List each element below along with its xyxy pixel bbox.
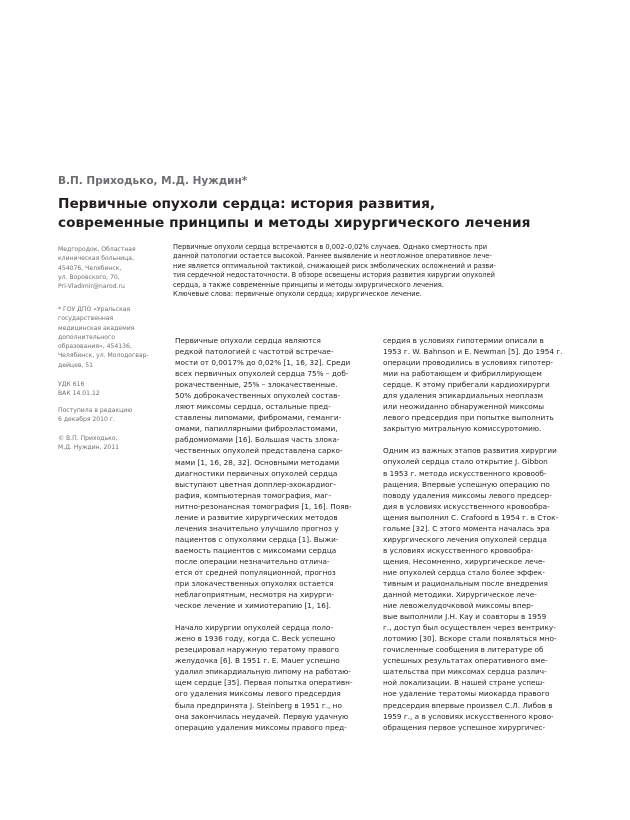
text-line: Челябинск, ул. Молодогвар- <box>58 352 149 360</box>
text-line: редкой патологией с частотой встречае- <box>175 347 334 357</box>
text-line: сердце. К этому прибегали кардиохирурги <box>383 380 550 390</box>
title-line: Первичные опухоли сердца: история развития, <box>58 196 436 212</box>
affiliation-2 <box>58 305 163 370</box>
text-line: данной патологии остается высокой. Раннее выявление и неотложное оперативное лече- <box>173 252 492 261</box>
text-line: Начало хирургии опухолей сердца поло- <box>175 623 333 633</box>
text-line: в условиях искусственного кровообра- <box>383 545 534 555</box>
text-line: 1953 г. W. Bahnson и E. Newman [5]. До 1954 г. <box>383 347 563 357</box>
text-line: желудочка [6]. В 1951 г. E. Mauer успешно <box>175 656 340 666</box>
text-line: всех первичных опухолей сердца 75% – доб- <box>175 369 349 379</box>
text-line: хирургического лечения опухолей сердца <box>383 534 547 544</box>
text-line: была предпринята J. Steinberg в 1951 г., но <box>175 700 342 710</box>
text-line: мами [1, 16, 28, 32]. Основными методами <box>175 457 340 467</box>
text-line: мости от 0,0017% до 0,02% [1, 16, 32]. Среди <box>175 358 351 368</box>
text-line: ной локализации. В нашей стране успеш- <box>383 678 545 688</box>
text-line: удалил эпикардиальную липому на работаю- <box>175 667 351 677</box>
text-line: М.Д. Нуждин, 2011 <box>58 444 120 452</box>
paragraph <box>383 335 563 434</box>
text-line: ние опухолей сердца стало более эффек- <box>383 567 545 577</box>
text-line: при злокачественных опухолях остается <box>175 579 334 589</box>
text-line: ляют миксомы сердца, остальные пред- <box>175 402 331 412</box>
text-line: поводу удаления миксомы левого предсер- <box>383 490 552 500</box>
text-line: лечения значительно улучшило прогноз у <box>175 523 339 533</box>
text-line: дополнительного <box>58 333 115 341</box>
text-line: Pri-Vladimir@narod.ru <box>58 283 125 291</box>
text-line: резецировал наружную тератому правого <box>175 645 340 655</box>
text-line: рабдомиомами [16]. Большая часть злока- <box>175 435 340 445</box>
text-line: ется от средней популяционной, прогноз <box>175 567 336 577</box>
text-line: образования», 454136, <box>58 343 132 351</box>
text-line: ние левожелудочковой миксомы впер- <box>383 601 534 611</box>
text-line: шательства при миксомах сердца различ- <box>383 667 547 677</box>
text-line: ого удаления миксомы левого предсердия <box>175 689 341 699</box>
article-title <box>58 195 578 233</box>
text-line: дейцев, 51 <box>58 361 94 369</box>
text-line: сердца, а также современные принципы и методы хирургического лечения. <box>173 280 444 289</box>
text-line: Первичные опухоли сердца являются <box>175 336 321 345</box>
text-line: щения. Несомненно, хирургическое лече- <box>383 556 546 566</box>
copyright <box>58 434 163 453</box>
text-line: она закончилась неудачей. Первую удачную <box>175 711 349 721</box>
text-line: государственная <box>58 315 114 323</box>
text-line: щем сердце [35]. Первая попытка оперативн- <box>175 678 353 688</box>
received-date <box>58 406 163 425</box>
text-line: омами, папиллярными фиброэластомами, <box>175 424 338 434</box>
text-line: ращения. Впервые успешную операцию по <box>383 479 550 489</box>
text-line: ние является оптимальной тактикой, снижающей риск эмболических осложнений и разви- <box>173 261 496 270</box>
text-line: закрытую митральную комиссуротомию. <box>383 424 542 434</box>
text-line: операции проводились в условиях гипотер- <box>383 358 554 368</box>
text-line: в 1953 г. метода искусственного кровооб- <box>383 468 547 478</box>
text-line: * ГОУ ДПО «Уральская <box>58 306 131 313</box>
text-line: © В.П. Приходько, <box>58 435 118 442</box>
text-line: гочисленные сообщения в литературе об <box>383 645 544 655</box>
text-line: рокачественные, 25% – злокачественные. <box>175 380 338 390</box>
text-line: Поступила в редакцию <box>58 407 133 414</box>
text-line: ваемость пациентов с миксомами сердца <box>175 545 337 555</box>
text-line: 50% доброкачественных опухолей состав- <box>175 391 341 401</box>
text-line: ул. Воровского, 70, <box>58 273 120 281</box>
text-line: 454076, Челябинск, <box>58 264 122 272</box>
text-line: Ключевые слова: первичные опухоли сердца; хирургическое лечение. <box>173 290 422 299</box>
text-line: пациентов с опухолями сердца [1]. Выжи- <box>175 534 339 544</box>
title-line: современные принципы и методы хирургического лечения <box>58 215 531 231</box>
text-line: медицинская академия <box>58 324 135 332</box>
text-line: или неожиданно обнаруженной миксомы <box>383 402 545 412</box>
text-line: выступают цветная допплер-эхокардиог- <box>175 479 337 489</box>
text-line: рафия, компьютерная томография, маг- <box>175 490 332 500</box>
text-line: тивным и рациональным после внедрения <box>383 578 548 588</box>
text-line: 1959 г., а в условиях искусственного крово- <box>383 711 554 721</box>
text-line: мии на работающем и фибриллирующем <box>383 369 542 379</box>
text-line: г., доступ был осуществлен через вентрику- <box>383 623 556 633</box>
text-line: предсердия впервые произвел С.Л. Либов в <box>383 700 553 710</box>
text-line: нитно-резонансная томография [1, 16]. Появ- <box>175 501 352 511</box>
text-line: гольме [32]. С этого момента началась эра <box>383 523 550 533</box>
text-line: тия сердечной недостаточности. В обзоре освещены история развития хирургии опухолей <box>173 271 495 280</box>
text-line: после операции незначительно отлича- <box>175 556 330 566</box>
authors: В.П. Приходько, М.Д. Нуждин* <box>58 175 248 187</box>
abstract <box>173 243 573 299</box>
paragraph <box>175 622 353 732</box>
text-line: ВАК 14.01.12 <box>58 390 100 398</box>
text-line: обращения первое успешное хирургичес- <box>383 722 546 732</box>
text-line: данной методики. Хирургическое лече- <box>383 590 537 600</box>
text-line: Медгородок, Областная <box>58 246 136 253</box>
text-line: ление и развитие хирургических методов <box>175 512 338 522</box>
text-line: Одним из важных этапов развития хирургии <box>383 446 557 456</box>
paragraph <box>175 335 353 611</box>
paragraph <box>383 445 563 732</box>
affiliation-1 <box>58 245 163 291</box>
text-line: опухолей сердца стало открытие J. Gibbon <box>383 457 548 467</box>
body-column-1 <box>175 335 353 733</box>
text-line: успешных результатах оперативного вме- <box>383 656 548 666</box>
text-line: операцию удаления миксомы правого пред- <box>175 722 347 732</box>
udk-codes <box>58 380 163 399</box>
text-line: диагностики первичных опухолей сердца <box>175 468 338 478</box>
body-column-2 <box>383 335 563 733</box>
text-line: ческое лечение и химиотерапию [1, 16]. <box>175 601 331 611</box>
text-line: для удаления эпикардиальных неоплазм <box>383 391 544 401</box>
text-line: ное удаление тератомы миокарда правого <box>383 689 550 699</box>
text-line: лотомию [30]. Вскоре стали появляться мно- <box>383 634 557 644</box>
text-line: УДК 616 <box>58 381 85 388</box>
text-line: левого предсердия при попытке выполнить <box>383 413 554 423</box>
text-line: ставлены липомами, фибромами, геманги- <box>175 413 342 423</box>
text-line: 6 декабря 2010 г. <box>58 416 116 424</box>
text-line: Первичные опухоли сердца встречаются в 0,002–0,02% случаев. Однако смертность при <box>173 243 488 251</box>
text-line: чественных опухолей представлена сарко- <box>175 446 343 456</box>
text-line: вые выполнили J.H. Kay и соавторы в 1959 <box>383 612 547 622</box>
text-line: сердия в условиях гипотермии описали в <box>383 336 544 345</box>
text-line: дия в условиях искусственного кровообра- <box>383 501 550 511</box>
text-line: щения выполнил C. Crafoord в 1954 г. в Сток- <box>383 512 559 522</box>
text-line: неблагоприятным, несмотря на хирурги- <box>175 590 334 600</box>
text-line: жено в 1936 году, когда C. Beck успешно <box>175 634 336 644</box>
text-line: клиническая больница, <box>58 255 134 263</box>
